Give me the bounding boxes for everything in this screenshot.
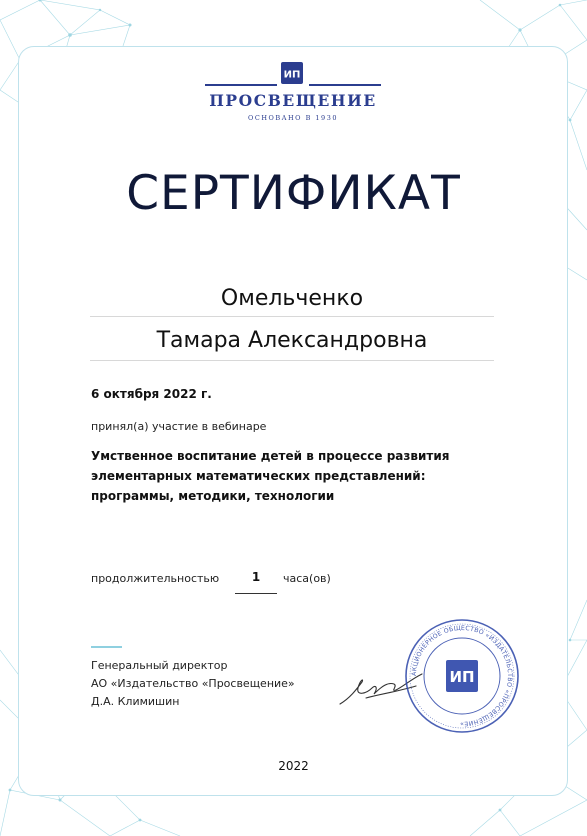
seal-ring-text: АКЦИОНЕРНОЕ ОБЩЕСТВО «ИЗДАТЕЛЬСТВО «ПРОСВЕЩЕНИЕ» xyxy=(410,624,514,728)
signer-name: Д.А. Климишин xyxy=(91,695,180,708)
event-date: 6 октября 2022 г. xyxy=(91,387,212,401)
duration-label: продолжительностью xyxy=(91,572,220,585)
recipient-name: Тамара Александровна xyxy=(156,328,428,353)
brand-founded: ОСНОВАНО В 1930 xyxy=(248,114,338,122)
logo-left-bar xyxy=(205,84,277,86)
webinar-topic: Умственное воспитание детей в процессе развития элементарных математических представлений: программы, методики, технологии xyxy=(91,449,450,503)
participation-text: принял(а) участие в вебинаре xyxy=(91,420,267,433)
signer-position: Генеральный директор xyxy=(91,659,228,672)
surname-underline xyxy=(90,316,494,317)
logo-right-bar xyxy=(309,84,381,86)
signature-accent-line xyxy=(91,646,122,648)
name-underline xyxy=(90,360,494,361)
logo-mark-icon xyxy=(281,62,303,84)
recipient-surname: Омельченко xyxy=(220,286,364,311)
duration-value: 1 xyxy=(251,570,261,584)
brand-name: ПРОСВЕЩЕНИЕ xyxy=(209,91,377,110)
certificate-year: 2022 xyxy=(278,759,309,773)
signer-block xyxy=(91,657,295,711)
signer-organization: АО «Издательство «Просвещение» xyxy=(91,677,295,690)
publisher-logo xyxy=(205,60,381,130)
duration-unit: часа(ов) xyxy=(283,572,331,585)
duration-underline xyxy=(235,593,277,594)
official-seal xyxy=(402,616,522,736)
seal-mark-text: ИП xyxy=(449,668,475,686)
logo-mark-text: ИП xyxy=(283,69,301,81)
certificate-title: СЕРТИФИКАТ xyxy=(126,166,461,221)
